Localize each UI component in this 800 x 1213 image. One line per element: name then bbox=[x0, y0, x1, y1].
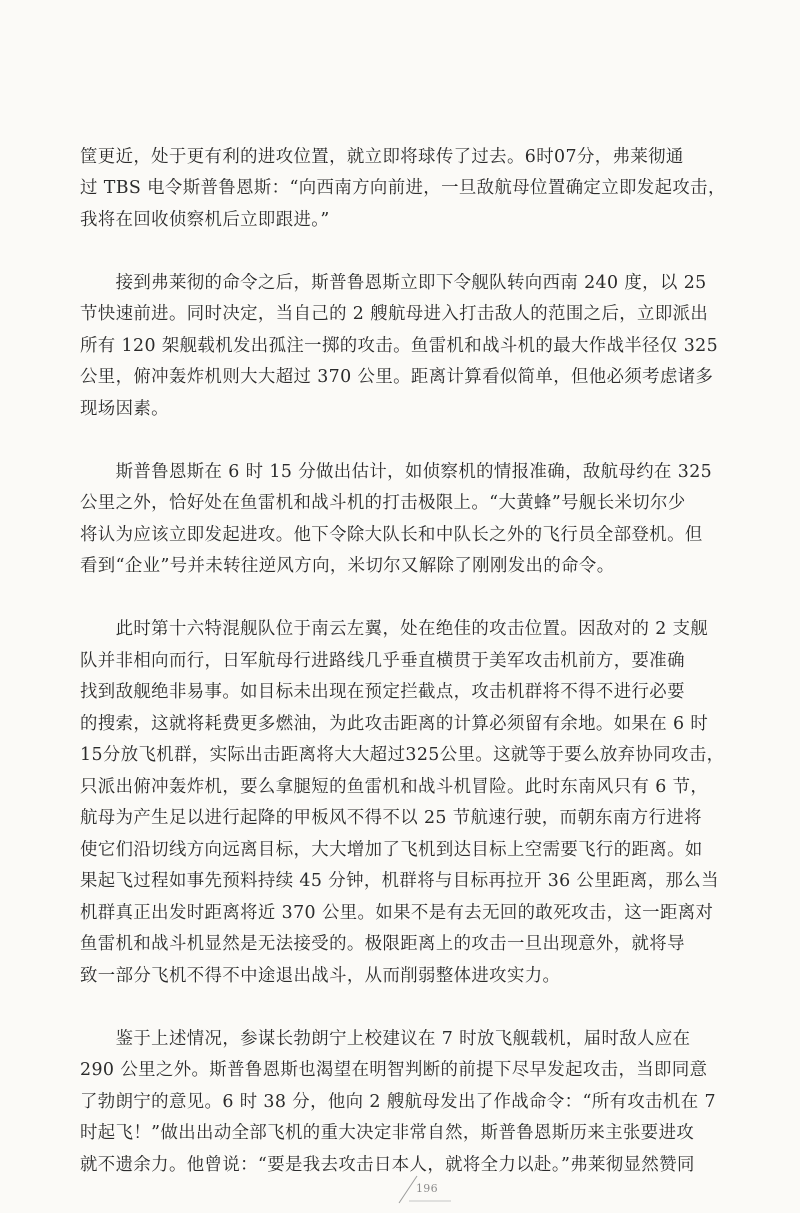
paragraph-1: 筐更近，处于更有利的进攻位置，就立即将球传了过去。6时07分，弗莱彻通 过 TBS 电令斯普鲁恩斯：“向西南方向前进，一旦敌航母位置确定立即发起攻击， 我将在回收侦察机后立即跟进。” bbox=[80, 146, 726, 230]
paragraph-4: 此时第十六特混舰队位于南云左翼，处在绝佳的攻击位置。因敌对的 2 支舰 队并非相向而行，日军航母行进路线几乎垂直横贯于美军攻击机前方，要准确 找到敌舰绝非易事。如目标未出现在预定拦截点，攻击机群将不得不进行必要 的搜索，这就将耗费更多燃油，为此攻击距离的计算必须留有余地。如果在 6 时 15分放飞机群，实际出击距离将大大超过325公里。这就等于要么放弃协同攻击， 只派出俯冲轰炸机，要么拿腿短的鱼雷机和战斗机冒险。此时东南风只有 6 节， 航母为产生足以进行起降的甲板风不得不以 25 节航速行驶，而朝东南方行进将 使它们沿切线方向远离目标，大大增加了飞机到达目标上空需要飞行的距离。如 果起飞过程如事先预料持续 45 分钟，机群将与目标再拉开 36 公里距离，那么当 机群真正出发时距离将近 370 公里。如果不是有去无回的敢死攻击，这一距离对 鱼雷机和战斗机显然是无法接受的。极限距离上的攻击一旦出现意外，就将导 致一部分飞机不得不中途退出战斗，从而削弱整体进攻实力。 bbox=[80, 619, 725, 986]
paragraph-3: 斯普鲁恩斯在 6 时 15 分做出估计，如侦察机的情报准确，敌航母约在 325 公里之外，恰好处在鱼雷机和战斗机的打击极限上。“大黄蜂”号舰长米切尔少 将认为应该立即发起进攻。他下令除大队长和中队长之外的飞行员全部登机。但 看到“企业”号并未转往逆风方向，米切尔又解除了刚刚发出的命令。 bbox=[80, 461, 713, 576]
paragraph-2: 接到弗莱彻的命令之后，斯普鲁恩斯立即下令舰队转向西南 240 度，以 25 节快速前进。同时决定，当自己的 2 艘航母进入打击敌人的范围之后，立即派出 所有 120 架舰载机发出孤注一掷的攻击。鱼雷机和战斗机的最大作战半径仅 325 公里，俯冲轰炸机则大大超过 370 公里。距离计算看似简单，但他必须考虑诸多 现场因素。 bbox=[80, 272, 719, 419]
paragraph-5: 鉴于上述情况，参谋长勃朗宁上校建议在 7 时放飞舰载机，届时敌人应在 290 公里之外。斯普鲁恩斯也渴望在明智判断的前提下尽早发起攻击，当即同意 了勃朗宁的意见。6 时 38 分，他向 2 艘航母发出了作战命令：“所有攻击机在 7 时起飞！”做出出动全部飞机的重大决定非常自然，斯普鲁恩斯历来主张要进攻 就不遗余力。他曾说：“要是我去攻击日本人，就将全力以赴。”弗莱彻显然赞同 bbox=[80, 1028, 716, 1175]
page-number-folio bbox=[395, 1170, 455, 1204]
body-text bbox=[80, 110, 770, 1213]
page-number: 196 bbox=[416, 1182, 438, 1195]
